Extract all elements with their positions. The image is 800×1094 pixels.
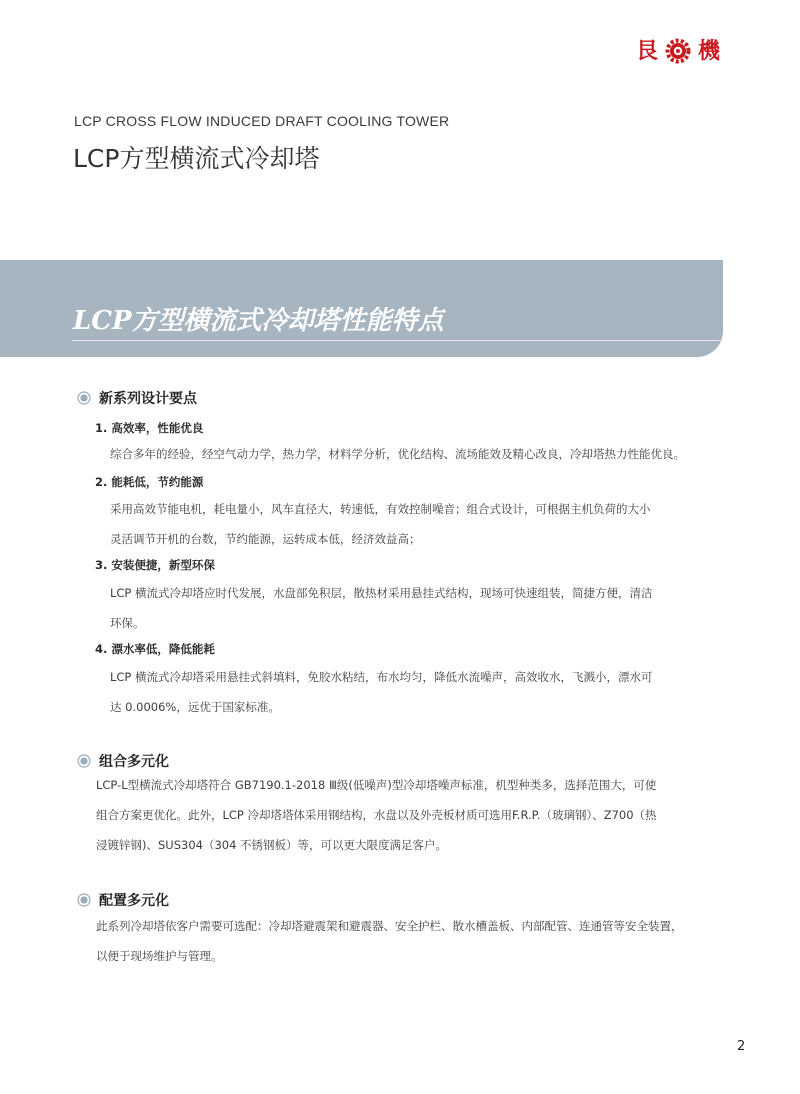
section-title: 新系列设计要点 bbox=[99, 391, 197, 407]
text-line: 灵活调节开机的台数，节约能源，运转成本低，经济效益高； bbox=[110, 532, 421, 546]
sub-heading: 3. 安装便捷，新型环保 bbox=[95, 558, 215, 572]
paragraph bbox=[96, 911, 696, 971]
text-line: 以便于现场维护与管理。 bbox=[96, 949, 223, 963]
section-heading bbox=[77, 751, 169, 771]
paragraph bbox=[110, 494, 710, 554]
section-title: 配置多元化 bbox=[99, 893, 169, 909]
section-heading bbox=[77, 388, 197, 408]
sub-heading: 1. 高效率，性能优良 bbox=[95, 421, 204, 435]
circle-bullet-icon bbox=[77, 893, 91, 907]
paragraph bbox=[110, 439, 710, 469]
text-line: 采用高效节能电机，耗电量小，风车直径大，转速低，有效控制噪音；组合式设计，可根据主机负荷的大小 bbox=[110, 502, 651, 516]
circle-bullet-icon bbox=[77, 754, 91, 768]
circle-bullet-icon bbox=[77, 391, 91, 405]
gear-emblem-icon bbox=[664, 37, 692, 65]
text-line: 此系列冷却塔依客户需要可选配：冷却塔避震架和避震器、安全护栏、散水槽盖板、内部配管、连通管等安全装置， bbox=[96, 919, 683, 933]
logo-left-char: 艮 bbox=[636, 38, 659, 64]
text-line: 综合多年的经验，经空气动力学，热力学，材料学分析，优化结构、流场能效及精心改良，冷却塔热力性能优良。 bbox=[110, 447, 685, 461]
logo-right-char: 機 bbox=[698, 38, 721, 64]
text-line: LCP 横流式冷却塔应时代发展，水盘部免积层，散热材采用悬挂式结构，现场可快速组装，简捷方便，清洁 bbox=[110, 586, 653, 600]
paragraph bbox=[110, 578, 710, 638]
sub-heading: 2. 能耗低，节约能源 bbox=[95, 475, 204, 489]
paragraph bbox=[96, 770, 696, 860]
text-line: 环保。 bbox=[110, 616, 145, 630]
text-line: 浸镀锌钢)、SUS304（304 不锈钢板）等，可以更大限度满足客户。 bbox=[96, 838, 448, 852]
banner-title: LCP方型横流式冷却塔性能特点 bbox=[73, 306, 444, 336]
company-logo bbox=[636, 34, 720, 68]
sub-heading: 4. 漂水率低，降低能耗 bbox=[95, 642, 215, 656]
section-title: 组合多元化 bbox=[99, 754, 169, 770]
text-line: LCP-L型横流式冷却塔符合 GB7190.1-2018 Ⅲ级(低噪声)型冷却塔噪声标准，机型种类多，选择范围大，可使 bbox=[96, 778, 657, 792]
section-heading bbox=[77, 890, 169, 910]
subtitle-english: LCP CROSS FLOW INDUCED DRAFT COOLING TOWER bbox=[74, 113, 450, 129]
banner-divider bbox=[72, 340, 723, 341]
paragraph bbox=[110, 662, 710, 722]
page-number: 2 bbox=[737, 1039, 746, 1054]
text-line: 达 0.0006%，远优于国家标准。 bbox=[110, 700, 280, 714]
text-line: 组合方案更优化。此外，LCP 冷却塔塔体采用钢结构，水盘以及外壳板材质可选用F.R.P.（玻璃钢）、Z700（热 bbox=[96, 808, 657, 822]
text-line: LCP 横流式冷却塔采用悬挂式斜填料，免胶水粘结，布水均匀，降低水流噪声，高效收水，飞溅小，漂水可 bbox=[110, 670, 653, 684]
page-title: LCP方型横流式冷却塔 bbox=[73, 144, 320, 173]
